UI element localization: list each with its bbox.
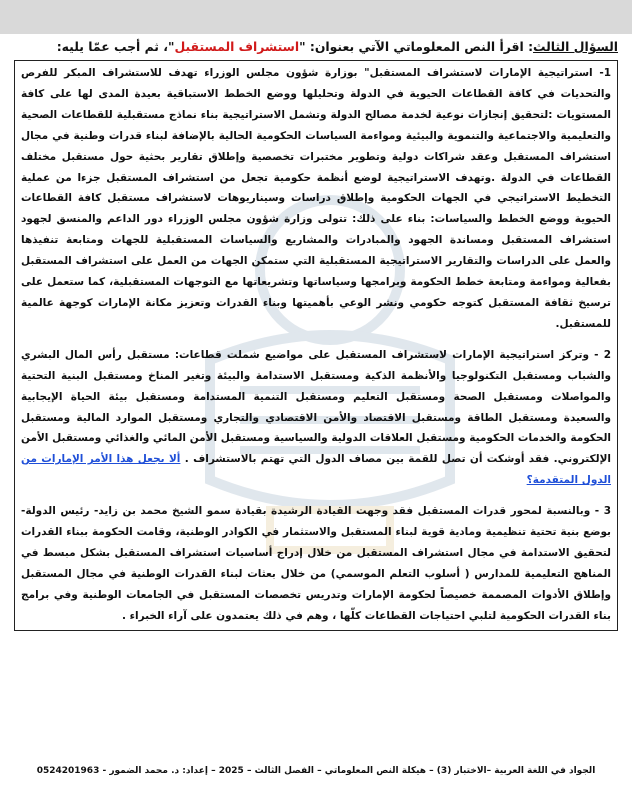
text-box	[14, 60, 618, 631]
question-heading	[14, 38, 618, 56]
paragraph-3	[21, 501, 611, 626]
paragraph-number: 3 -	[590, 505, 612, 518]
question-link[interactable]: ألا يجعل هذا الأمر الإمارات من الدول المتقدمة؟	[21, 453, 611, 487]
question-suffix: "، ثم أجب عمّا يليه:	[56, 39, 175, 54]
question-title: السؤال الثالث	[533, 39, 618, 54]
paragraph-number: 1-	[592, 67, 611, 79]
paragraph-text: وتركز استراتيجية الإمارات لاستشراف المستقبل على مواضيع شملت قطاعات: مستقبل رأس المال البشري والشباب ومستقبل التكنولوجيا والأنظمة الذكية ومستقبل الاستدامة والبيئة وتغير المناخ ومستقبل البنية التحتية والمواصلات ومستقبل الصحة ومستقبل التعليم ومستقبل التنمية المستدامة ومستقبل بيئة الحياة الإيجابية والسعيدة ومستقبل الطاقة ومستقبل الاقتصاد والأمن الاقتصادي والتجاري ومستقبل الموارد المالية ومستقبل الحكومة والخدمات الحكومية ومستقبل العلاقات الدولية والسياسية ومستقبل الأمن المائي والغذائي ومستقبل الأمن الإلكتروني. فقد أوشكت أن تصل للقمة بين مصاف الدول التي تهتم بالاستشراف .	[21, 348, 612, 466]
paragraph-1	[21, 63, 611, 335]
paragraph-text: استراتيجية الإمارات لاستشراف المستقبل" بوزارة شؤون مجلس الوزراء تهدف للاستشراف المبكر للفرص والتحديات في كافة القطاعات الحيوية في الدولة وتحليلها ووضع الخطط الاستباقية بعيدة المدى لها على كافة المستويات :لتحقيق إنجازات نوعية لخدمة مصالح الدولة وتشمل الاستراتيجية بناء نماذج مستقبلية للقطاعات الصحية والتعليمية والاجتماعية والتنموية والبيئية ومواءمة السياسات الحكومية الحالية بالإضافة لبناء قدرات وطنية في مجال استشراف المستقبل وعقد شراكات دولية وتطوير مختبرات تخصصية وإطلاق تقارير بحثية حول مستقبل مختلف القطاعات في الدولة .وتهدف الاستراتيجية لوضع أنظمة حكومية تجعل من استشراف المستقبل جزءا من عملية التخطيط الاستراتيجي في الجهات الحكومية وإطلاق دراسات وسيناريوهات لاستشراف مستقبل كافة القطاعات الحيوية ووضع الخطط والسياسات: بناء على ذلك: تتولى وزارة شؤون مجلس الوزراء دور الداعم والمنسق لجهود استشراف المستقبل ومساندة الجهود والمبادرات والمشاريع والسياسات المستقبلية للجهات ومتابعة تنفيذها والعمل على الدراسات والتقارير الاستراتيجية المستقبلية التي ستمكن الجهات من العمل على استشراف المستقبل بفعالية ومواءمة ومتابعة خطط الحكومة وبرامجها وسياساتها وتشريعاتها مع التوجهات المستقبلية، كما ستعمل على ترسيخ ثقافة المستقبل كتوجه حكومي ونشر الوعي بأهميتها وبناء القدرات وتعزيز مكانة الإمارات كوجهة عالمية للمستقبل.	[21, 67, 611, 330]
question-prompt: : اقرأ النص المعلوماتي الآتي بعنوان: "	[299, 39, 534, 54]
paragraph-2	[21, 345, 611, 491]
question-topic: استشراف المستقبل	[174, 39, 300, 54]
paragraph-text: وبالنسبة لمحور قدرات المستقبل فقد وجهت القيادة الرشيدة بقيادة سمو الشيخ محمد بن زايد- رئيس الدولة- بوضع بنية تحتية تنظيمية ومادية قوية لبناء المستقبل والاستثمار في الكوادر الوطنية، وقامت الحكومة ببناء القدرات لتحقيق الاستدامة في مجال استشراف المستقبل من خلال إدراج أساسيات استشراف المستقبل بشكل مبسط في المناهج التعليمية للمدارس ( أسلوب التعلم الموسمي) من خلال بعثات لبناء القدرات الوطنية في مجال المستقبل وإطلاق الأدوات المصممة خصيصاً لحكومة الإمارات وتدريس تخصصات المستقبل في الجامعات الوطنية وفي برامج بناء القدرات الحكومية لتلبي احتياجات القطاعات كلّها ، وهم في ذلك يعتمدون على آراء الخبراء .	[21, 505, 611, 622]
paragraph-number: 2 -	[588, 348, 612, 361]
page-footer: الجواد في اللغة العربية –الاختبار (3) – هيكلة النص المعلوماتي – الفصل الثالث – 2025 – إعداد: د. محمد الضمور - 0524201963	[36, 766, 596, 776]
